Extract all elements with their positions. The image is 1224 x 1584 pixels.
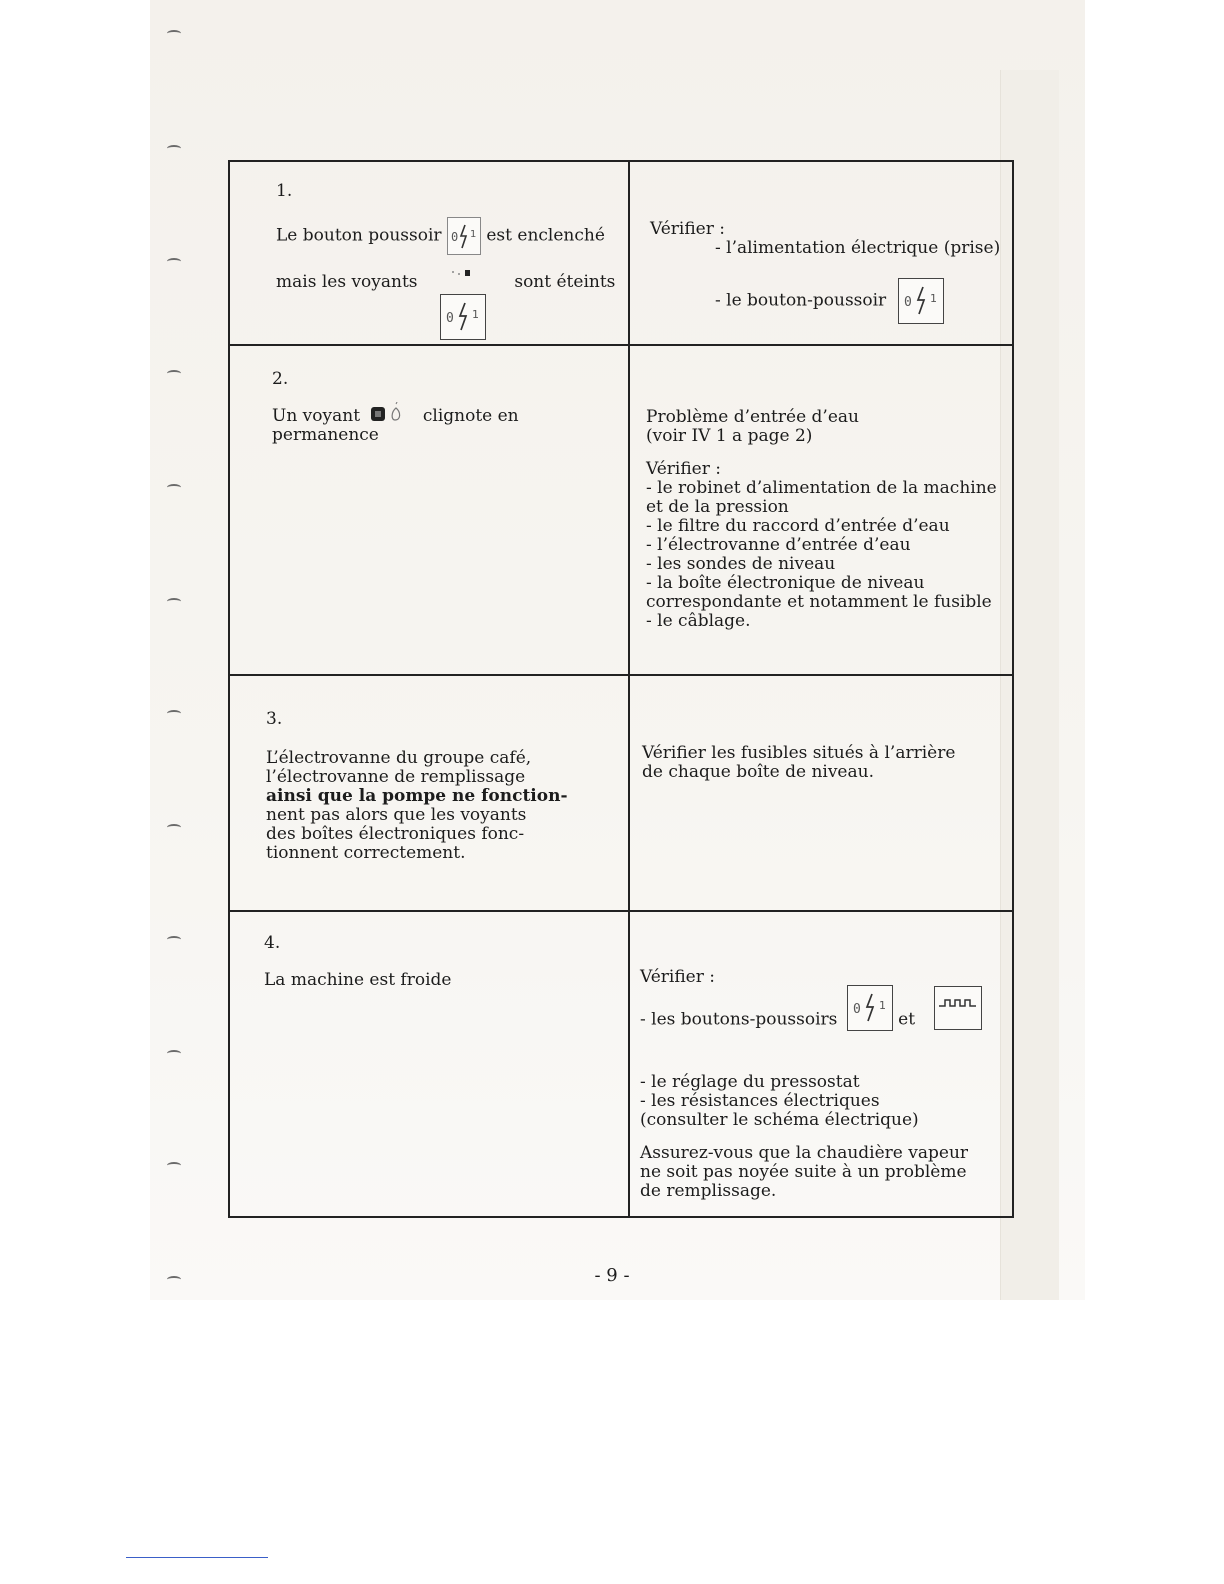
svg-text:0: 0 [446, 311, 454, 326]
problem-text: est enclenché [486, 225, 605, 246]
punch-hole-mark [167, 710, 181, 717]
solution-text: de chaque boîte de niveau. [642, 762, 874, 782]
row-divider [230, 674, 1012, 676]
row-4-problem [264, 934, 619, 990]
check-item: - l’électrovanne d’entrée d’eau [646, 535, 911, 555]
row-4-solution [640, 968, 1010, 1201]
row-divider [230, 344, 1012, 346]
problem-text: tionnent correctement. [266, 843, 466, 863]
row-number: 4. [264, 933, 281, 953]
svg-text:1: 1 [878, 999, 886, 1012]
check-item: correspondante et notamment le fusible [646, 592, 992, 612]
row-2-problem [272, 370, 622, 445]
problem-text: La machine est froide [264, 970, 452, 990]
svg-text:1: 1 [472, 308, 479, 321]
check-item: - la boîte électronique de niveau [646, 573, 925, 593]
problem-text: clignote en [422, 406, 519, 426]
check-item: et [898, 1009, 916, 1030]
check-item: - les résistances électriques [640, 1091, 880, 1111]
svg-text:0: 0 [903, 295, 912, 310]
problem-text: des boîtes électroniques fonc- [266, 824, 525, 844]
power-push-button-icon [440, 294, 486, 340]
punch-hole-mark [167, 258, 181, 265]
problem-text: ainsi que la pompe ne fonction- [266, 786, 568, 806]
punch-hole-mark [167, 370, 181, 377]
note-text: de remplissage. [640, 1181, 777, 1201]
solution-text: Vérifier les fusibles situés à l’arrière [642, 743, 956, 763]
problem-text: Un voyant [272, 406, 361, 426]
svg-text:1: 1 [929, 292, 937, 305]
verify-label: Vérifier : [650, 219, 725, 239]
row-1-problem [276, 181, 621, 326]
row-number: 3. [266, 709, 283, 729]
note-text: ne soit pas noyée suite à un problème [640, 1162, 967, 1182]
check-item: - l’alimentation électrique (prise) [715, 238, 1001, 258]
check-item: - le réglage du pressostat [640, 1072, 860, 1092]
column-divider [628, 162, 630, 1216]
punch-hole-mark [167, 145, 181, 152]
punch-hole-mark [167, 30, 181, 37]
punch-hole-mark [167, 484, 181, 491]
page-number: - 9 - [594, 1265, 630, 1286]
problem-text: sont éteints [514, 272, 616, 292]
check-item: - le bouton-poussoir [715, 290, 887, 311]
row-divider [230, 910, 1012, 912]
check-item: - le câblage. [646, 611, 751, 631]
power-push-button-icon [898, 278, 944, 324]
problem-text: Le bouton poussoir [276, 225, 442, 246]
problem-text: l’électrovanne de remplissage [266, 767, 526, 787]
problem-text: nent pas alors que les voyants [266, 805, 527, 825]
problem-text: L’électrovanne du groupe café, [266, 748, 532, 768]
note-text: Assurez-vous que la chaudière vapeur [640, 1143, 969, 1163]
svg-text:0: 0 [852, 1002, 861, 1017]
check-item: et de la pression [646, 497, 789, 517]
blue-rule [126, 1557, 268, 1558]
check-item: - les sondes de niveau [646, 554, 836, 574]
row-3-problem [266, 710, 621, 863]
punch-hole-mark [167, 1162, 181, 1169]
punch-hole-mark [167, 598, 181, 605]
solution-lead: (voir IV 1 a page 2) [646, 426, 813, 446]
check-item: - les boutons-poussoirs [640, 1009, 838, 1030]
row-2-solution [646, 408, 1010, 631]
power-push-button-icon [447, 217, 481, 255]
punch-hole-mark [167, 936, 181, 943]
svg-text:1: 1 [469, 229, 476, 240]
punch-hole-mark [167, 1050, 181, 1057]
heating-push-button-icon [934, 986, 982, 1030]
check-item: (consulter le schéma électrique) [640, 1110, 919, 1130]
row-number: 2. [272, 369, 289, 389]
power-push-button-icon [847, 985, 893, 1031]
indicator-lamp-icon [365, 408, 417, 426]
check-item: - le filtre du raccord d’entrée d’eau [646, 516, 950, 536]
troubleshooting-table [228, 160, 1014, 1218]
verify-label: Vérifier : [646, 459, 721, 479]
row-number: 1. [276, 181, 293, 201]
problem-text: permanence [272, 425, 379, 445]
verify-label: Vérifier : [640, 967, 715, 987]
check-item: - le robinet d’alimentation de la machine [646, 478, 997, 498]
row-1-solution [650, 220, 1010, 324]
row-3-solution [642, 744, 1010, 782]
punch-hole-mark [167, 824, 181, 831]
solution-lead: Problème d’entrée d’eau [646, 407, 859, 427]
svg-text:0: 0 [450, 230, 459, 244]
indicator-lamp-icon [423, 274, 509, 292]
problem-text: mais les voyants [276, 272, 418, 292]
